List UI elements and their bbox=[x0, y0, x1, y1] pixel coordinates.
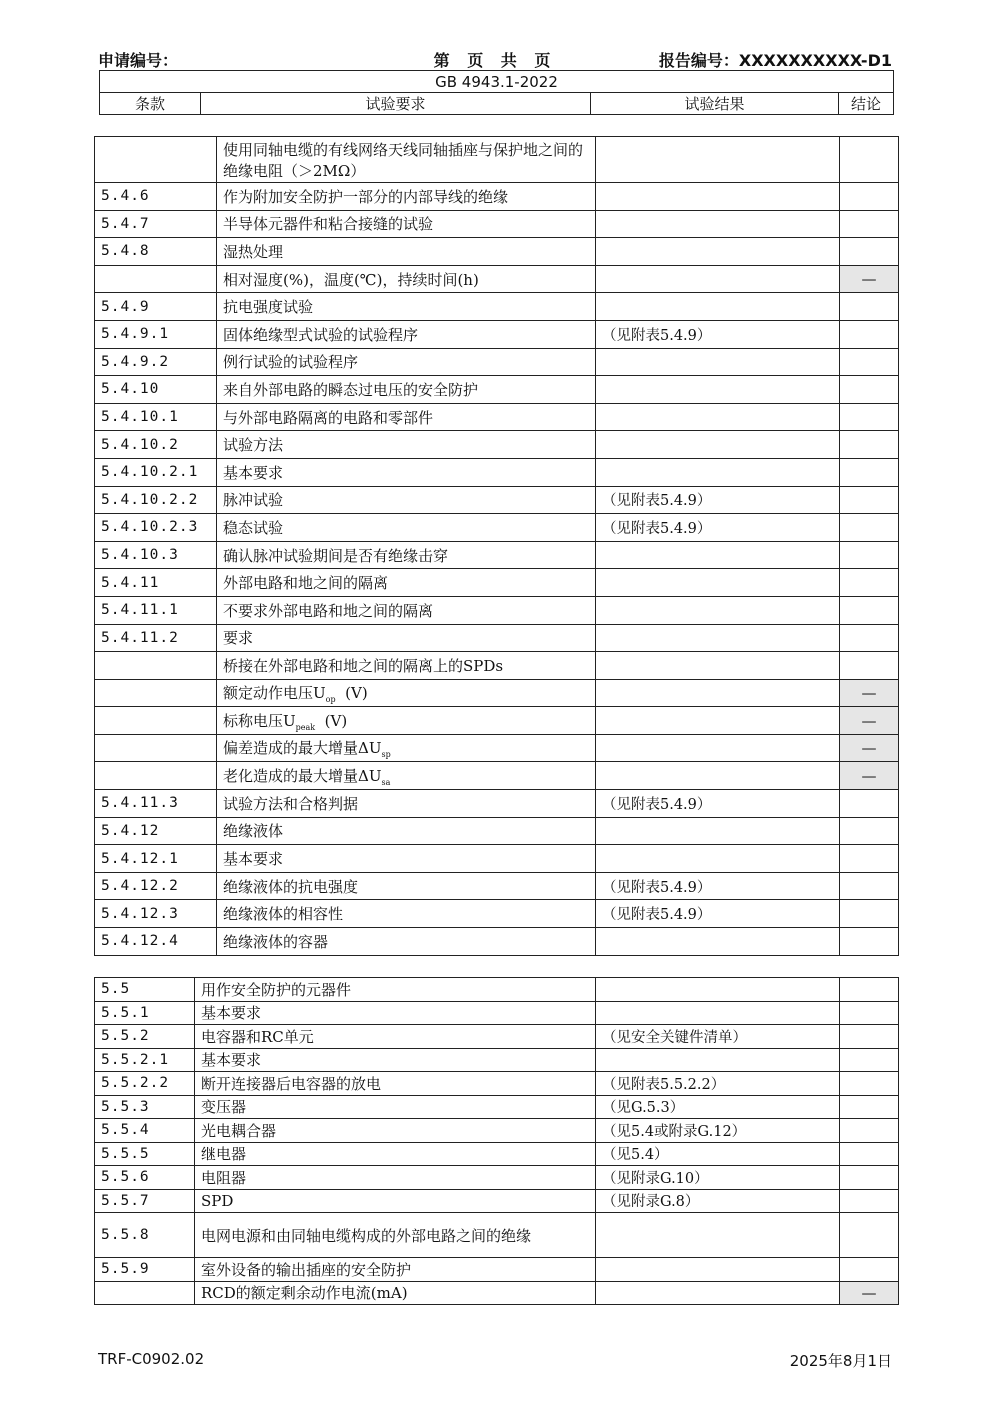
test-result bbox=[596, 238, 840, 266]
verdict bbox=[840, 1048, 899, 1072]
requirement-text: 来自外部电路的瞬态过电压的安全防护 bbox=[217, 376, 596, 404]
table-row bbox=[95, 596, 899, 624]
verdict bbox=[840, 210, 899, 238]
table-row bbox=[95, 1166, 899, 1190]
table-row bbox=[95, 1048, 899, 1072]
clause-number: 5.4.12 bbox=[95, 817, 217, 845]
test-result: （见附表5.4.9） bbox=[596, 900, 840, 928]
verdict bbox=[840, 541, 899, 569]
verdict bbox=[840, 1258, 899, 1282]
requirement-text: 与外部电路隔离的电路和零部件 bbox=[217, 403, 596, 431]
clause-number bbox=[95, 707, 217, 735]
test-result bbox=[596, 376, 840, 404]
clause-number: 5.4.12.2 bbox=[95, 872, 217, 900]
table-row bbox=[95, 1119, 899, 1143]
verdict: — bbox=[840, 1281, 899, 1305]
test-result: （见5.4） bbox=[596, 1142, 840, 1166]
clause-number: 5.4.9.2 bbox=[95, 348, 217, 376]
verdict: — bbox=[840, 265, 899, 293]
verdict bbox=[840, 569, 899, 597]
verdict bbox=[840, 817, 899, 845]
clause-number: 5.4.11.2 bbox=[95, 624, 217, 652]
test-result: （见附表5.4.9） bbox=[596, 790, 840, 818]
requirement-text: 外部电路和地之间的隔离 bbox=[217, 569, 596, 597]
verdict bbox=[840, 348, 899, 376]
verdict bbox=[840, 1025, 899, 1049]
verdict bbox=[840, 872, 899, 900]
test-result bbox=[596, 265, 840, 293]
test-result bbox=[596, 734, 840, 762]
requirement-text: 确认脉冲试验期间是否有绝缘击穿 bbox=[217, 541, 596, 569]
table-row bbox=[95, 790, 899, 818]
requirement-text: 脉冲试验 bbox=[217, 486, 596, 514]
requirement-text: 试验方法 bbox=[217, 431, 596, 459]
verdict bbox=[840, 514, 899, 542]
table-row bbox=[95, 431, 899, 459]
verdict bbox=[840, 1119, 899, 1143]
verdict bbox=[840, 596, 899, 624]
table-row bbox=[95, 238, 899, 266]
requirement-text: RCD的额定剩余动作电流(mA) bbox=[195, 1281, 596, 1305]
test-result bbox=[596, 596, 840, 624]
test-result bbox=[596, 1281, 840, 1305]
requirement-text-main: 偏差造成的最大增量ΔU bbox=[223, 739, 382, 758]
clause-number bbox=[95, 734, 217, 762]
clause-number: 5.4.12.3 bbox=[95, 900, 217, 928]
requirement-text: 绝缘液体的抗电强度 bbox=[217, 872, 596, 900]
test-result bbox=[596, 348, 840, 376]
verdict bbox=[840, 1189, 899, 1213]
test-result: （见附表5.4.9） bbox=[596, 872, 840, 900]
requirement-text: 试验方法和合格判据 bbox=[217, 790, 596, 818]
test-result: （见附表5.4.9） bbox=[596, 486, 840, 514]
table-row bbox=[95, 734, 899, 762]
clause-number: 5.4.9 bbox=[95, 293, 217, 321]
table-row bbox=[95, 265, 899, 293]
table-row bbox=[95, 1142, 899, 1166]
requirement-subscript: sa bbox=[381, 777, 391, 787]
clause-number: 5.5.2 bbox=[95, 1025, 195, 1049]
verdict: — bbox=[840, 734, 899, 762]
clause-table-5-4 bbox=[94, 136, 899, 956]
verdict bbox=[840, 1213, 899, 1258]
table-row bbox=[95, 541, 899, 569]
clause-number bbox=[95, 679, 217, 707]
column-header-table bbox=[99, 70, 894, 115]
table-row bbox=[95, 320, 899, 348]
requirement-text: 电阻器 bbox=[195, 1166, 596, 1190]
verdict bbox=[840, 1166, 899, 1190]
test-result bbox=[596, 431, 840, 459]
requirement-text: 半导体元器件和粘合接缝的试验 bbox=[217, 210, 596, 238]
test-result bbox=[596, 1213, 840, 1258]
verdict bbox=[840, 320, 899, 348]
requirement-unit: (V) bbox=[315, 711, 348, 730]
clause-number: 5.5.9 bbox=[95, 1258, 195, 1282]
requirement-text bbox=[217, 734, 596, 762]
test-result: （见附表5.4.9） bbox=[596, 514, 840, 542]
clause-number: 5.4.10.3 bbox=[95, 541, 217, 569]
table-row bbox=[95, 569, 899, 597]
requirement-subscript: peak bbox=[295, 722, 316, 732]
page-count-label: 第 页 共 页 bbox=[433, 51, 557, 70]
table-row bbox=[95, 652, 899, 680]
col-header-result: 试验结果 bbox=[591, 93, 839, 115]
test-result bbox=[596, 458, 840, 486]
clause-number: 5.5.8 bbox=[95, 1213, 195, 1258]
form-code: TRF-C0902.02 bbox=[98, 1350, 205, 1368]
test-result bbox=[596, 978, 840, 1002]
requirement-text: 基本要求 bbox=[217, 845, 596, 873]
clause-number bbox=[95, 137, 217, 183]
requirement-text: 桥接在外部电路和地之间的隔离上的SPDs bbox=[217, 652, 596, 680]
table-row bbox=[95, 707, 899, 735]
clause-number: 5.4.10.2.2 bbox=[95, 486, 217, 514]
verdict bbox=[840, 978, 899, 1002]
test-result: （见5.4或附录G.12） bbox=[596, 1119, 840, 1143]
table-row bbox=[95, 1095, 899, 1119]
clause-number: 5.4.9.1 bbox=[95, 320, 217, 348]
verdict bbox=[840, 624, 899, 652]
clause-table-5-5 bbox=[94, 977, 899, 1305]
requirement-text-main: 额定动作电压U bbox=[223, 683, 326, 702]
verdict bbox=[840, 928, 899, 956]
clause-number: 5.4.10.1 bbox=[95, 403, 217, 431]
test-result bbox=[596, 1258, 840, 1282]
test-result bbox=[596, 679, 840, 707]
test-result bbox=[596, 762, 840, 790]
clause-number: 5.4.8 bbox=[95, 238, 217, 266]
requirement-text bbox=[217, 707, 596, 735]
clause-number: 5.5.5 bbox=[95, 1142, 195, 1166]
test-result bbox=[596, 403, 840, 431]
test-result bbox=[596, 137, 840, 183]
verdict bbox=[840, 376, 899, 404]
requirement-text: 基本要求 bbox=[217, 458, 596, 486]
table-row bbox=[95, 1189, 899, 1213]
requirement-text: 稳态试验 bbox=[217, 514, 596, 542]
verdict: — bbox=[840, 679, 899, 707]
test-result bbox=[596, 707, 840, 735]
test-result: （见附录G.8） bbox=[596, 1189, 840, 1213]
requirement-unit: (V) bbox=[335, 683, 368, 702]
table-row bbox=[95, 817, 899, 845]
verdict bbox=[840, 238, 899, 266]
table-row bbox=[95, 978, 899, 1002]
verdict bbox=[840, 137, 899, 183]
standard-title: GB 4943.1-2022 bbox=[100, 71, 894, 93]
col-header-clause: 条款 bbox=[100, 93, 201, 115]
clause-number: 5.4.12.4 bbox=[95, 928, 217, 956]
table-row bbox=[95, 210, 899, 238]
clause-number: 5.5.1 bbox=[95, 1001, 195, 1025]
verdict bbox=[840, 900, 899, 928]
page-header bbox=[98, 48, 892, 70]
test-result bbox=[596, 1001, 840, 1025]
verdict bbox=[840, 458, 899, 486]
test-result bbox=[596, 817, 840, 845]
verdict bbox=[840, 183, 899, 211]
clause-number: 5.5 bbox=[95, 978, 195, 1002]
clause-number: 5.4.10.2.3 bbox=[95, 514, 217, 542]
clause-number: 5.5.2.1 bbox=[95, 1048, 195, 1072]
test-result: （见G.5.3） bbox=[596, 1095, 840, 1119]
requirement-text: 绝缘液体的容器 bbox=[217, 928, 596, 956]
clause-number: 5.4.11 bbox=[95, 569, 217, 597]
table-row bbox=[95, 845, 899, 873]
test-result bbox=[596, 293, 840, 321]
test-result bbox=[596, 541, 840, 569]
table-row bbox=[95, 293, 899, 321]
requirement-text: 相对湿度(%)，温度(℃)，持续时间(h) bbox=[217, 265, 596, 293]
verdict bbox=[840, 431, 899, 459]
table-row bbox=[95, 514, 899, 542]
verdict bbox=[840, 486, 899, 514]
requirement-text: 电容器和RC单元 bbox=[195, 1025, 596, 1049]
clause-number bbox=[95, 265, 217, 293]
verdict bbox=[840, 1001, 899, 1025]
requirement-subscript: sp bbox=[381, 750, 391, 760]
requirement-text: 要求 bbox=[217, 624, 596, 652]
requirement-text: 作为附加安全防护一部分的内部导线的绝缘 bbox=[217, 183, 596, 211]
table-row bbox=[95, 1001, 899, 1025]
requirement-text: 基本要求 bbox=[195, 1001, 596, 1025]
test-result bbox=[596, 652, 840, 680]
requirement-text: 室外设备的输出插座的安全防护 bbox=[195, 1258, 596, 1282]
test-result bbox=[596, 624, 840, 652]
table-row bbox=[95, 1025, 899, 1049]
table-row bbox=[95, 900, 899, 928]
requirement-text: 湿热处理 bbox=[217, 238, 596, 266]
table-row bbox=[95, 1072, 899, 1096]
requirement-text: 电网电源和由同轴电缆构成的外部电路之间的绝缘 bbox=[195, 1213, 596, 1258]
requirement-text: 变压器 bbox=[195, 1095, 596, 1119]
clause-number: 5.4.12.1 bbox=[95, 845, 217, 873]
clause-number: 5.4.11.1 bbox=[95, 596, 217, 624]
clause-number: 5.4.11.3 bbox=[95, 790, 217, 818]
verdict: — bbox=[840, 707, 899, 735]
clause-number: 5.4.10.2 bbox=[95, 431, 217, 459]
clause-number: 5.5.6 bbox=[95, 1166, 195, 1190]
table-row bbox=[95, 928, 899, 956]
table-row bbox=[95, 1281, 899, 1305]
test-result bbox=[596, 183, 840, 211]
requirement-text: 基本要求 bbox=[195, 1048, 596, 1072]
requirement-text: 绝缘液体的相容性 bbox=[217, 900, 596, 928]
requirement-text: 抗电强度试验 bbox=[217, 293, 596, 321]
test-result bbox=[596, 1048, 840, 1072]
clause-number: 5.5.2.2 bbox=[95, 1072, 195, 1096]
table-row bbox=[95, 183, 899, 211]
requirement-text: 绝缘液体 bbox=[217, 817, 596, 845]
requirement-text: 断开连接器后电容器的放电 bbox=[195, 1072, 596, 1096]
requirement-subscript: op bbox=[325, 694, 336, 704]
clause-number bbox=[95, 652, 217, 680]
test-result: （见附表5.4.9） bbox=[596, 320, 840, 348]
clause-number: 5.5.7 bbox=[95, 1189, 195, 1213]
requirement-text-main: 老化造成的最大增量ΔU bbox=[223, 766, 382, 785]
verdict bbox=[840, 1095, 899, 1119]
verdict bbox=[840, 845, 899, 873]
requirement-text: 使用同轴电缆的有线网络天线同轴插座与保护地之间的绝缘电阻（＞2MΩ） bbox=[217, 137, 596, 183]
requirement-text: 不要求外部电路和地之间的隔离 bbox=[217, 596, 596, 624]
clause-number: 5.5.4 bbox=[95, 1119, 195, 1143]
requirement-text bbox=[217, 762, 596, 790]
requirement-text bbox=[217, 679, 596, 707]
table-row bbox=[95, 458, 899, 486]
table-row bbox=[95, 486, 899, 514]
test-result bbox=[596, 845, 840, 873]
test-result bbox=[596, 569, 840, 597]
test-result: （见附表5.5.2.2） bbox=[596, 1072, 840, 1096]
clause-number: 5.5.3 bbox=[95, 1095, 195, 1119]
col-header-verdict: 结论 bbox=[839, 93, 894, 115]
application-number-label: 申请编号： bbox=[98, 51, 179, 70]
table-row bbox=[95, 348, 899, 376]
verdict bbox=[840, 1142, 899, 1166]
test-result bbox=[596, 928, 840, 956]
requirement-text: 固体绝缘型式试验的试验程序 bbox=[217, 320, 596, 348]
table-row bbox=[95, 137, 899, 183]
requirement-text: 用作安全防护的元器件 bbox=[195, 978, 596, 1002]
verdict: — bbox=[840, 762, 899, 790]
test-result bbox=[596, 210, 840, 238]
form-date: 2025年8月1日 bbox=[789, 1352, 892, 1370]
clause-number: 5.4.10 bbox=[95, 376, 217, 404]
clause-number: 5.4.10.2.1 bbox=[95, 458, 217, 486]
verdict bbox=[840, 1072, 899, 1096]
table-row bbox=[95, 1258, 899, 1282]
table-row bbox=[95, 679, 899, 707]
requirement-text: 继电器 bbox=[195, 1142, 596, 1166]
verdict bbox=[840, 403, 899, 431]
verdict bbox=[840, 293, 899, 321]
table-row bbox=[95, 624, 899, 652]
clause-number: 5.4.7 bbox=[95, 210, 217, 238]
table-row bbox=[95, 762, 899, 790]
clause-number bbox=[95, 762, 217, 790]
requirement-text: 例行试验的试验程序 bbox=[217, 348, 596, 376]
table-row bbox=[95, 376, 899, 404]
report-number-label: 报告编号：XXXXXXXXXX-D1 bbox=[658, 51, 892, 70]
verdict bbox=[840, 790, 899, 818]
clause-number: 5.4.6 bbox=[95, 183, 217, 211]
col-header-requirement: 试验要求 bbox=[201, 93, 591, 115]
table-row bbox=[95, 872, 899, 900]
table-row bbox=[95, 1213, 899, 1258]
clause-number bbox=[95, 1281, 195, 1305]
test-result: （见安全关键件清单） bbox=[596, 1025, 840, 1049]
requirement-text: SPD bbox=[195, 1189, 596, 1213]
requirement-text: 光电耦合器 bbox=[195, 1119, 596, 1143]
table-row bbox=[95, 403, 899, 431]
test-result: （见附录G.10） bbox=[596, 1166, 840, 1190]
requirement-text-main: 标称电压U bbox=[223, 711, 296, 730]
verdict bbox=[840, 652, 899, 680]
